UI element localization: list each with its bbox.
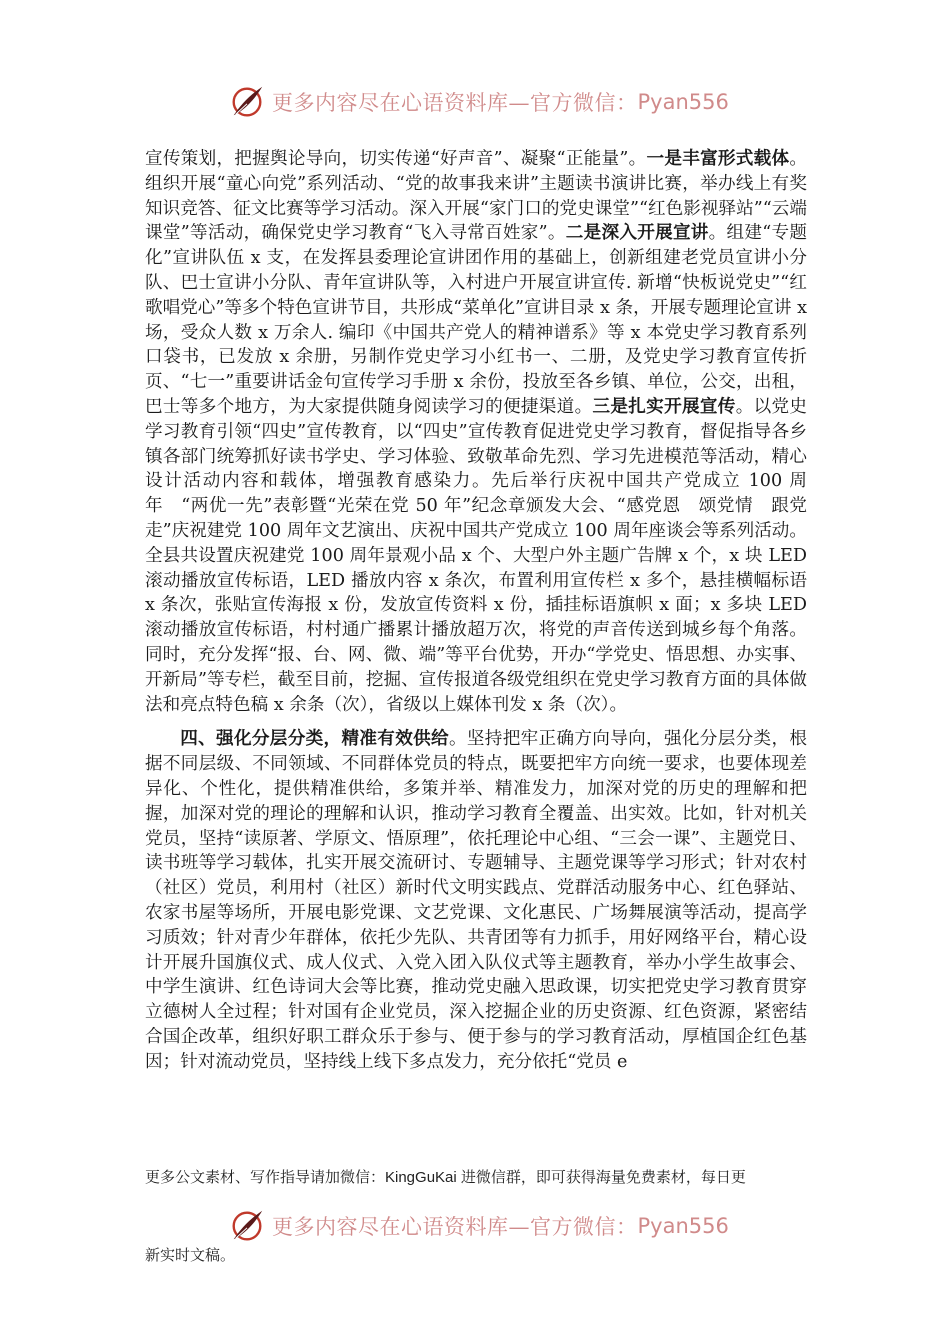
paragraph-2 <box>145 727 807 1074</box>
p1-seg-4: 。组建“专题化”宣讲队伍 x 支，在发挥县委理论宣讲团作用的基础上，创新组建老党员宣讲小分队、巴士宣讲小分队、青年宣讲队等，入村进户开展宣讲宣传. 新增“快板说党史”“红歌唱党心”等多个特色宣讲节目，共形成“菜单化”宣讲目录 x 条，开展专题理论宣讲 x 场，受众人数 x 万余人. 编印《中国共产党人的精神谱系》等 x 本党史学习教育系列口袋书，已发放 x 余册，另制作党史学习小红书一、二册，及党史学习教育宣传折页、“七一”重要讲话金句宣传学习手册 x 余份，投放至各乡镇、单位，公交，出租，巴士等多个地方，为大家提供随身阅读学习的便捷渠道。 <box>145 223 807 417</box>
paragraph-1 <box>145 147 807 717</box>
p1-seg-6: 。以党史学习教育引领“四史”宣传教育，以“四史”宣传教育促进党史学习教育，督促指导各乡镇各部门统筹抓好读书学史、学习体验、致敬革命先烈、学习先进模范等活动，精心设计活动内容和载体，增强教育感染力。先后举行庆祝中国共产党成立 100 周年 “两优一先”表彰暨“光荣在党 50 年”纪念章颁发大会、“感党恩 颂党情 跟党走”庆祝建党 100 周年文艺演出、庆祝中国共产党成立 100 周年座谈会等系列活动。全县共设置庆祝建党 100 周年景观小品 x 个、大型户外主题广告牌 x 个，x 块 LED 滚动播放宣传标语，LED 播放内容 x 条次，布置利用宣传栏 x 多个，悬挂横幅标语 x 条次，张贴宣传海报 x 份，发放宣传资料 x 份，插挂标语旗帜 x 面；x 多块 LED 滚动播放宣传标语，村村通广播累计播放超万次，将党的声音传送到城乡每个角落。同时，充分发挥“报、台、网、微、端”等平台优势，开办“学党史、悟思想、办实事、开新局”等专栏，截至目前，挖掘、宣传报道各级党组织在党史学习教育方面的具体做法和亮点特色稿 x 余条（次），省级以上媒体刊发 x 条（次）。 <box>145 396 807 715</box>
watermark-banner-top <box>228 82 729 122</box>
heading-enrich-forms: 一是丰富形式载体 <box>646 148 790 169</box>
feather-pen-logo-icon <box>228 83 266 121</box>
heading-section-four: 四、强化分层分类，精准有效供给 <box>180 728 449 750</box>
feather-pen-logo-icon <box>228 1207 266 1245</box>
p1-seg-2: 。组织开展“童心向党”系列活动、“党的故事我来讲”主题读书演讲比赛，举办线上有奖知识竞答、征文比赛等学习活动。深入开展“家门口的党史课堂”“红色影视驿站”“云端课堂”等活动，确保党史学习教育“飞入寻常百姓家”。 <box>145 149 807 244</box>
heading-solid-publicity: 三是扎实开展宣传 <box>592 395 736 417</box>
banner-wechat-id: Pyan556 <box>637 1214 729 1238</box>
heading-deepen-lectures: 二是深入开展宣讲 <box>565 222 709 244</box>
p2-seg-1: 。坚持把牢正确方向导向，强化分层分类，根据不同层级、不同领域、不同群体党员的特点，既要把牢方向统一要求，也要体现差异化、个性化，提供精准供给，多策并举、精准发力，加深对党的历史的理解和把握，加深对党的理论的理解和认识，推动学习教育全覆盖、出实效。比如，针对机关党员，坚持“读原著、学原文、悟原理”，依托理论中心组、“三会一课”、主题党日、读书班等学习载体，扎实开展交流研讨、专题辅导、主题党课等学习形式；针对农村（社区）党员，利用村（社区）新时代文明实践点、党群活动服务中心、红色驿站、农家书屋等场所，开展电影党课、文艺党课、文化惠民、广场舞展演等活动，提高学习质效；针对青少年群体，依托少先队、共青团等有力抓手，用好网络平台，精心设计开展升国旗仪式、成人仪式、入党入团入队仪式等主题教育，举办小学生故事会、中学生演讲、红色诗词大会等比赛，推动党史融入思政课，切实把党史学习教育贯穿立德树人全过程；针对国有企业党员，深入挖掘企业的历史资源、红色资源，紧密结合国企改革，组织好职工群众乐于参与、便于参与的学习教育活动，厚植国企红色基因；针对流动党员，坚持线上线下多点发力，充分依托“党员 e <box>145 729 807 1072</box>
watermark-banner-bottom <box>228 1206 729 1246</box>
banner-text: 更多内容尽在心语资料库—官方微信： <box>272 91 638 115</box>
footer-note: 更多公文素材、写作指导请加微信：KingGuKai 进微信群，即可获得海量免费素材，每日更 <box>145 1169 746 1186</box>
document-body <box>145 147 807 1074</box>
p1-seg-0: 宣传策划，把握舆论导向，切实传递“好声音”、凝聚“正能量”。 <box>145 149 647 169</box>
banner-text: 更多内容尽在心语资料库—官方微信： <box>272 1215 638 1239</box>
banner-wechat-id: Pyan556 <box>637 90 729 114</box>
footer-note-continued: 新实时文稿。 <box>145 1247 236 1264</box>
